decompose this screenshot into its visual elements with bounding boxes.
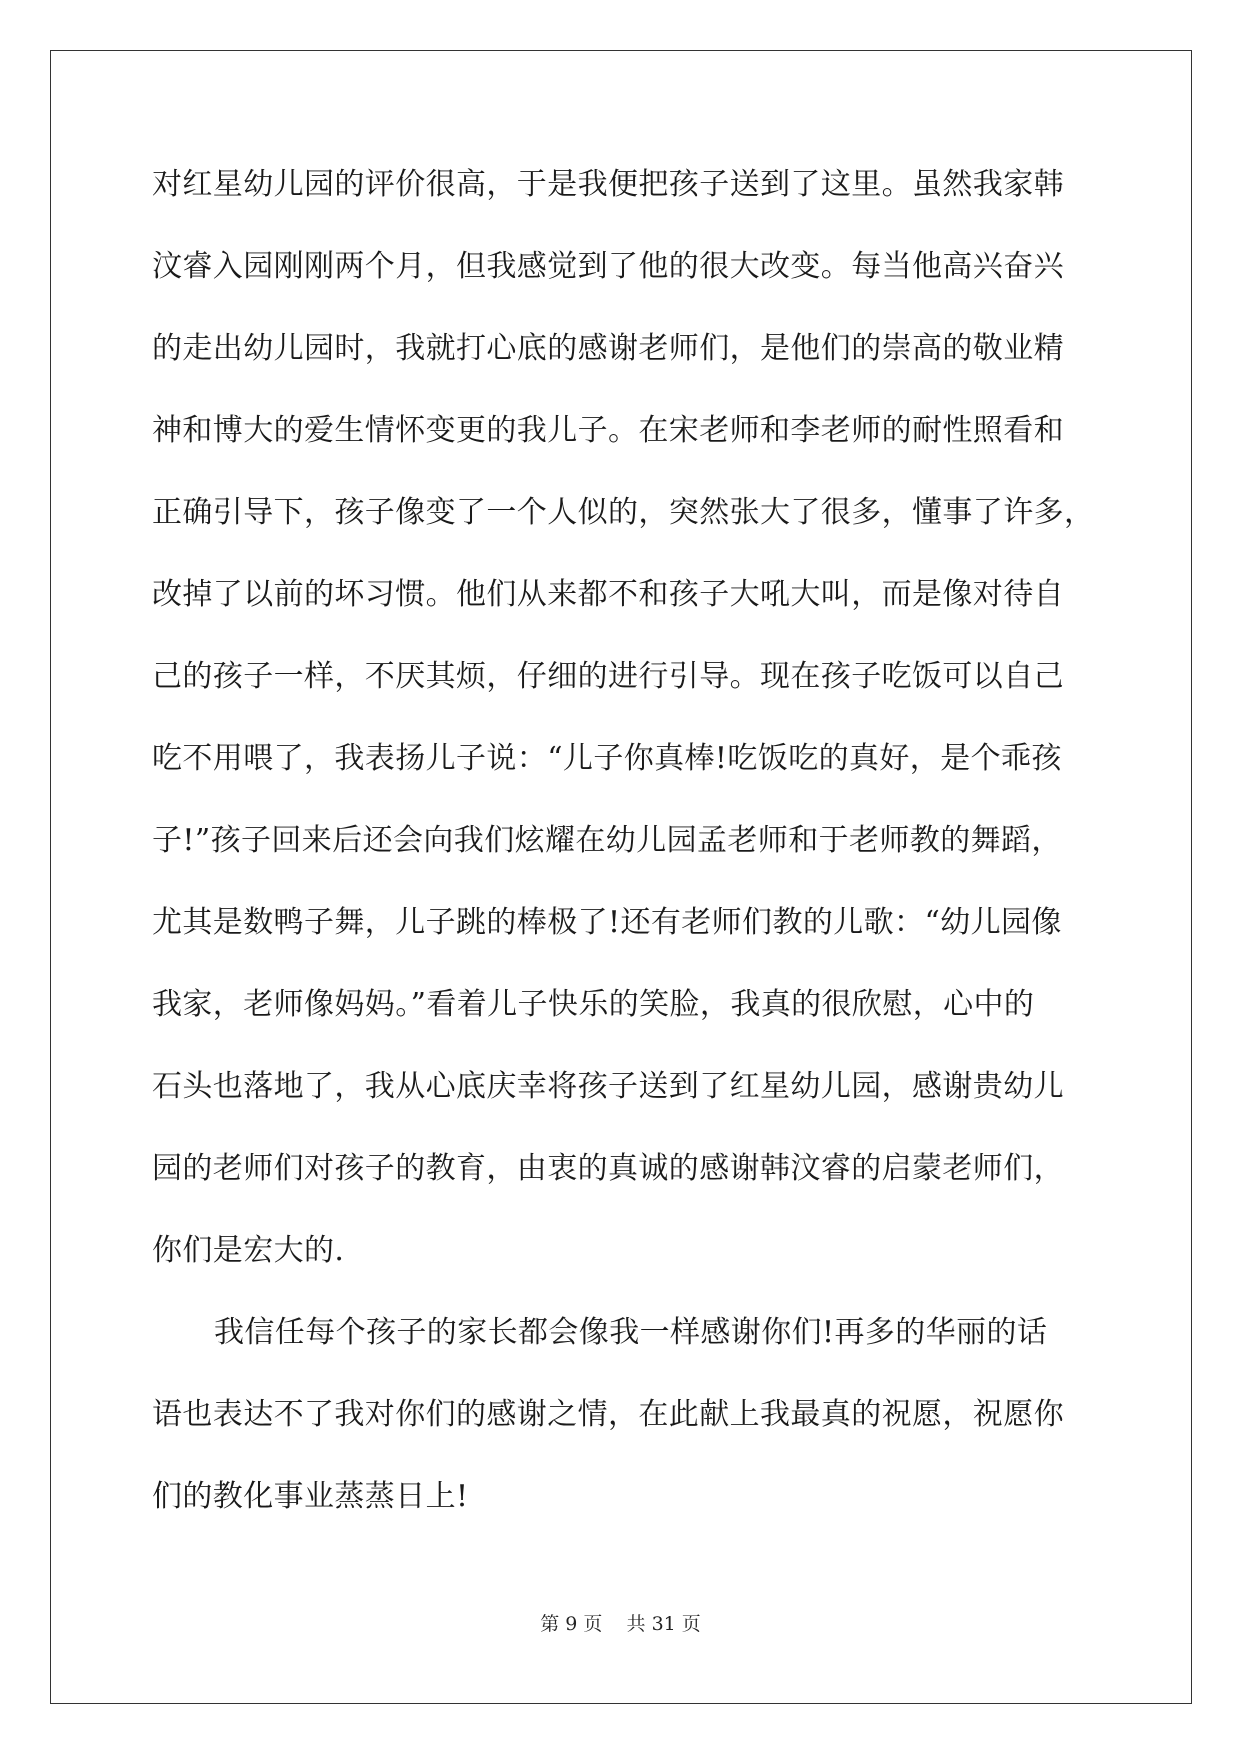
text-line: 的走出幼儿园时，我就打心底的感谢老师们，是他们的崇高的敬业精 <box>152 331 1064 366</box>
text-line: 正确引导下，孩子像变了一个人似的，突然张大了很多，懂事了许多， <box>152 495 1095 530</box>
text-line: 子!”孩子回来后还会向我们炫耀在幼儿园孟老师和于老师教的舞蹈， <box>152 823 1062 858</box>
page-number: 第 9 页 <box>540 1613 603 1635</box>
text-line: 对红星幼儿园的评价很高，于是我便把孩子送到了这里。虽然我家韩 <box>152 167 1064 202</box>
text-line: 己的孩子一样，不厌其烦，仔细的进行引导。现在孩子吃饭可以自己 <box>152 659 1064 694</box>
text-line: 园的老师们对孩子的教育，由衷的真诚的感谢韩汶睿的启蒙老师们， <box>152 1151 1064 1186</box>
text-line: 们的教化事业蒸蒸日上! <box>152 1479 469 1514</box>
paragraph-first-line: 我信任每个孩子的家长都会像我一样感谢你们!再多的华丽的话 <box>214 1315 1048 1350</box>
text-line: 语也表达不了我对你们的感谢之情，在此献上我最真的祝愿，祝愿你 <box>152 1397 1064 1432</box>
page-total: 共 31 页 <box>626 1613 701 1635</box>
text-line: 改掉了以前的坏习惯。他们从来都不和孩子大吼大叫，而是像对待自 <box>152 577 1064 612</box>
text-line: 我家，老师像妈妈。”看着儿子快乐的笑脸，我真的很欣慰，心中的 <box>152 987 1035 1022</box>
text-line: 尤其是数鸭子舞，儿子跳的棒极了!还有老师们教的儿歌：“幼儿园像 <box>152 905 1062 940</box>
text-line: 你们是宏大的. <box>152 1233 345 1268</box>
document-body <box>152 160 1112 1554</box>
text-line: 神和博大的爱生情怀变更的我儿子。在宋老师和李老师的耐性照看和 <box>152 413 1064 448</box>
page-footer <box>0 1609 1241 1636</box>
text-line: 吃不用喂了，我表扬儿子说：“儿子你真棒!吃饭吃的真好，是个乖孩 <box>152 741 1062 776</box>
text-line: 石头也落地了，我从心底庆幸将孩子送到了红星幼儿园，感谢贵幼儿 <box>152 1069 1064 1104</box>
text-line: 汶睿入园刚刚两个月，但我感觉到了他的很大改变。每当他高兴奋兴 <box>152 249 1064 284</box>
